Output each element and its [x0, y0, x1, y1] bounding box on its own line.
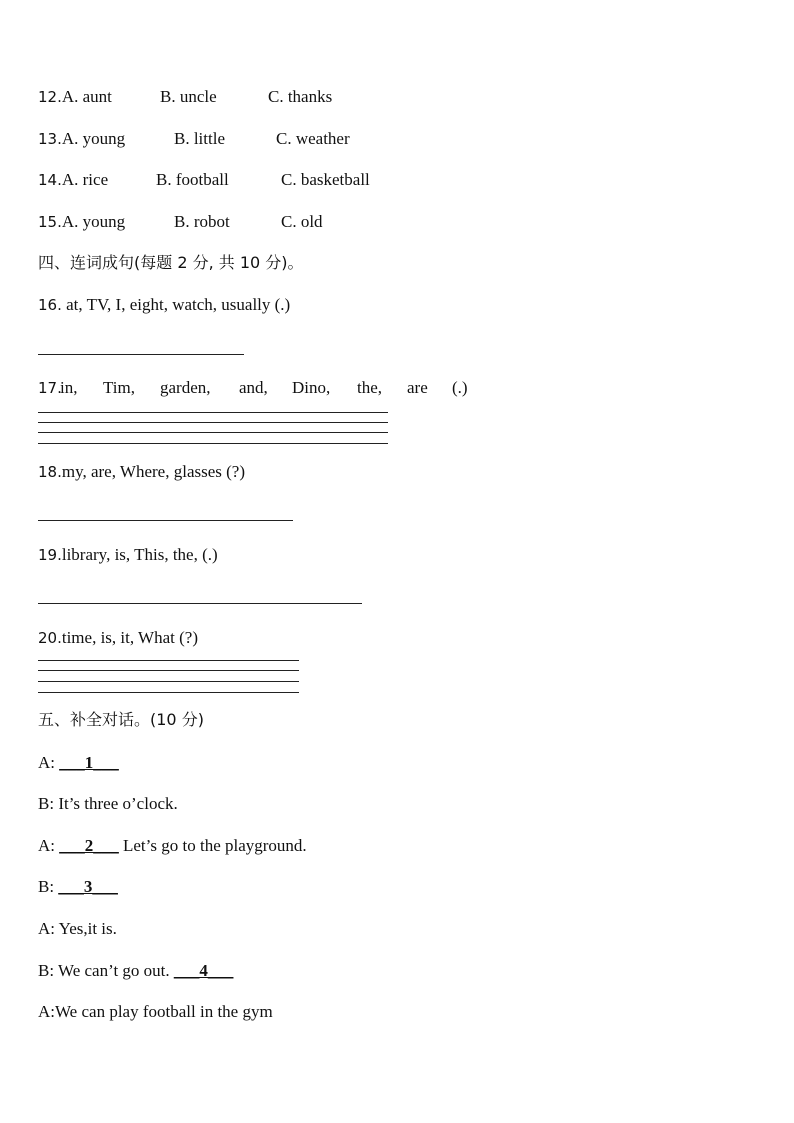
word-4: and, [239, 378, 268, 397]
option-c: C. old [281, 212, 323, 231]
question-number: 17. [38, 379, 62, 397]
answer-line-20c[interactable] [38, 681, 299, 682]
section-5-heading: 五、补全对话。(10 分) [38, 710, 204, 729]
answer-line-20d[interactable] [38, 692, 299, 693]
word-3: garden, [160, 378, 211, 397]
speaker-label: A: [38, 1002, 55, 1021]
dialogue-line-5 [38, 919, 117, 939]
dialogue-text: We can’t go out. [58, 961, 174, 980]
speaker-label: B: [38, 961, 59, 980]
option-a: A. young [61, 212, 126, 231]
question-18 [38, 462, 245, 482]
answer-line-17c[interactable] [38, 432, 388, 433]
scrambled-words: library, is, This, the, (.) [61, 545, 218, 564]
option-b: B. little [174, 129, 225, 148]
answer-line-17b[interactable] [38, 422, 388, 423]
question-number: 14. [38, 171, 62, 189]
option-c: C. basketball [281, 170, 370, 189]
answer-line-17d[interactable] [38, 443, 388, 444]
question-number: 12. [38, 88, 62, 106]
option-a: A. aunt [61, 87, 112, 106]
option-b: B. robot [174, 212, 230, 231]
question-number: 13. [38, 130, 62, 148]
word-5: Dino, [292, 378, 331, 397]
option-c: C. thanks [268, 87, 333, 106]
option-a: A. rice [61, 170, 109, 189]
word-6: the, [357, 378, 383, 397]
dialogue-text: Let’s go to the playground. [118, 836, 307, 855]
dialogue-line-1 [38, 753, 119, 773]
question-number: 20. [38, 629, 62, 647]
option-b: B. uncle [160, 87, 217, 106]
dialogue-text: We can play football in the gym [55, 1002, 273, 1021]
word-7: are [407, 378, 428, 397]
answer-line-20a[interactable] [38, 660, 299, 661]
dialogue-blank-2[interactable]: ___2___ [59, 836, 119, 855]
question-20 [38, 628, 198, 648]
answer-line-17a[interactable] [38, 412, 388, 413]
question-16 [38, 295, 290, 315]
dialogue-line-4 [38, 877, 118, 897]
dialogue-text: Yes,it is. [58, 919, 117, 938]
word-2: Tim, [103, 378, 135, 397]
question-17 [38, 378, 62, 398]
question-19 [38, 545, 218, 565]
word-8: (.) [452, 378, 468, 397]
question-number: 16. [38, 296, 62, 314]
dialogue-line-2 [38, 794, 178, 814]
dialogue-blank-4[interactable]: ___4___ [173, 961, 234, 980]
option-a: A. young [61, 129, 126, 148]
option-c: C. weather [276, 129, 350, 148]
dialogue-line-3 [38, 836, 307, 856]
speaker-label: B: [38, 877, 59, 896]
dialogue-line-6 [38, 961, 233, 981]
speaker-label: A: [38, 836, 60, 855]
answer-line-19[interactable] [38, 603, 362, 604]
dialogue-blank-1[interactable]: ___1___ [59, 753, 119, 772]
speaker-label: B: [38, 794, 59, 813]
question-number: 19. [38, 546, 62, 564]
word-1: in, [60, 378, 78, 397]
dialogue-text: It’s three o’clock. [58, 794, 178, 813]
section-4-heading: 四、连词成句(每题 2 分, 共 10 分)。 [38, 253, 304, 272]
dialogue-line-7 [38, 1002, 273, 1022]
scrambled-words: my, are, Where, glasses (?) [61, 462, 245, 481]
answer-line-20b[interactable] [38, 670, 299, 671]
speaker-label: A: [38, 919, 59, 938]
answer-line-18[interactable] [38, 520, 293, 521]
answer-line-16[interactable] [38, 354, 244, 355]
question-number: 18. [38, 463, 62, 481]
scrambled-words: time, is, it, What (?) [61, 628, 198, 647]
speaker-label: A: [38, 753, 60, 772]
option-b: B. football [156, 170, 229, 189]
dialogue-blank-3[interactable]: ___3___ [58, 877, 118, 896]
question-number: 15. [38, 213, 62, 231]
scrambled-words: at, TV, I, eight, watch, usually (.) [61, 295, 291, 314]
